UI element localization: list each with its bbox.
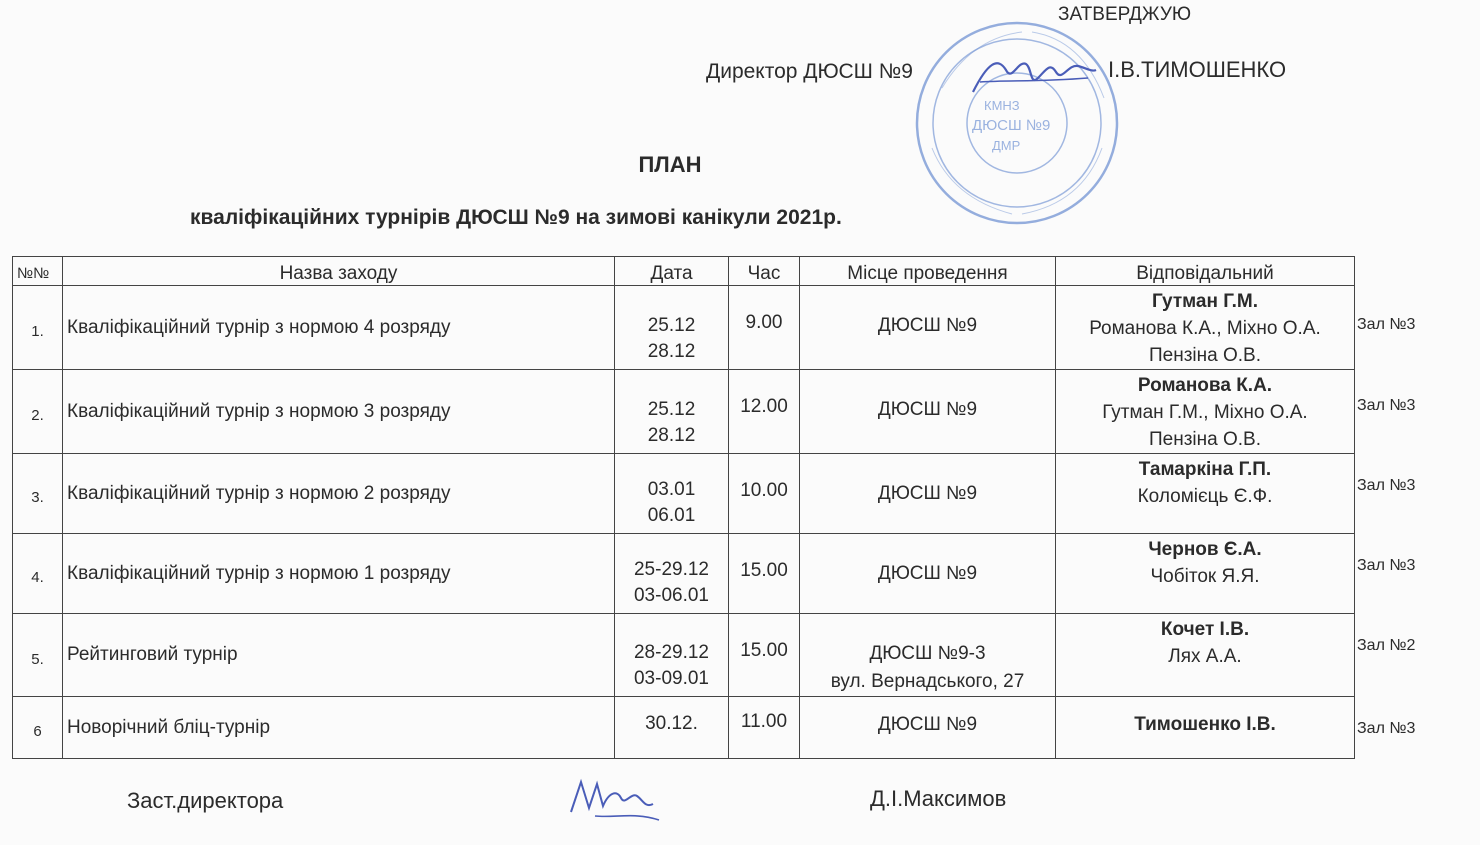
date-start: 03.01 (647, 479, 696, 500)
place-line-1: ДЮСШ №9 (877, 483, 978, 504)
event-date (615, 454, 729, 534)
place-line-1: ДЮСШ №9 (877, 714, 978, 735)
responsible-lead: Кочет І.В. (1160, 619, 1250, 640)
row-number: 5. (13, 614, 63, 697)
event-responsible (1056, 534, 1355, 614)
event-name: Кваліфікаційний турнір з нормою 1 розряду (63, 534, 615, 614)
date-start: 25.12 (647, 315, 696, 336)
event-date (615, 286, 729, 370)
place-line-1: ДЮСШ №9 (877, 563, 978, 584)
date-end: 28.12 (647, 425, 696, 446)
event-place (800, 454, 1056, 534)
place-line-2: вул. Вернадського, 27 (830, 671, 1025, 692)
svg-text:КМНЗ: КМНЗ (984, 98, 1020, 113)
hall-note: Зал №3 (1357, 397, 1416, 414)
row-number: 4. (13, 534, 63, 614)
col-header-date: Дата (615, 257, 729, 286)
plan-table (12, 256, 1355, 759)
col-header-responsible: Відповідальний (1056, 257, 1355, 286)
event-time: 15.00 (729, 614, 800, 697)
event-date (615, 614, 729, 697)
event-time: 15.00 (729, 534, 800, 614)
event-responsible (1056, 454, 1355, 534)
hall-note: Зал №2 (1357, 637, 1416, 654)
place-line-1: ДЮСШ №9 (877, 399, 978, 420)
event-name: Кваліфікаційний турнір з нормою 4 розряду (63, 286, 615, 370)
table-row (13, 286, 1355, 370)
event-place (800, 697, 1056, 759)
svg-text:ДМР: ДМР (992, 138, 1021, 153)
responsible-others-2: Пензіна О.В. (1149, 429, 1261, 450)
event-name: Рейтинговий турнір (63, 614, 615, 697)
page-title: ПЛАН (638, 152, 702, 177)
date-end: 03-09.01 (633, 668, 709, 689)
responsible-others-2: Пензіна О.В. (1149, 345, 1261, 366)
responsible-lead: Тимошенко І.В. (1134, 714, 1276, 735)
svg-text:ДЮСШ №9: ДЮСШ №9 (972, 117, 1051, 134)
official-stamp-icon (912, 18, 1122, 228)
responsible-lead: Чернов Є.А. (1148, 539, 1262, 560)
event-date (615, 534, 729, 614)
event-place (800, 286, 1056, 370)
approve-label: ЗАТВЕРДЖУЮ (1058, 4, 1192, 25)
table-row (13, 454, 1355, 534)
event-name: Кваліфікаційний турнір з нормою 3 розряду (63, 370, 615, 454)
event-responsible (1056, 614, 1355, 697)
col-header-num: №№ (13, 257, 63, 286)
deputy-title: Заст.директора (127, 788, 284, 813)
col-header-place: Місце проведення (800, 257, 1056, 286)
date-start: 25.12 (647, 399, 696, 420)
table-row (13, 534, 1355, 614)
event-date (615, 697, 729, 759)
director-name: І.В.ТИМОШЕНКО (1108, 57, 1287, 82)
col-header-time: Час (729, 257, 800, 286)
row-number: 2. (13, 370, 63, 454)
table-header-row (13, 257, 1355, 286)
event-responsible (1056, 370, 1355, 454)
hall-note: Зал №3 (1357, 557, 1416, 574)
event-time: 10.00 (729, 454, 800, 534)
event-name: Кваліфікаційний турнір з нормою 2 розряду (63, 454, 615, 534)
event-place (800, 370, 1056, 454)
director-signature-icon (968, 52, 1098, 100)
responsible-lead: Романова К.А. (1137, 375, 1273, 396)
date-end: 03-06.01 (633, 585, 709, 606)
date-start: 30.12. (645, 713, 698, 734)
responsible-others-1: Коломієць Є.Ф. (1137, 486, 1273, 507)
row-number: 3. (13, 454, 63, 534)
date-end: 06.01 (647, 505, 696, 526)
hall-note: Зал №3 (1357, 720, 1416, 737)
event-time: 12.00 (729, 370, 800, 454)
col-header-name: Назва заходу (63, 257, 615, 286)
row-number: 6 (13, 697, 63, 759)
responsible-others-1: Романова К.А., Міхно О.А. (1089, 318, 1321, 339)
event-date (615, 370, 729, 454)
table-row (13, 697, 1355, 759)
responsible-lead: Гутман Г.М. (1151, 291, 1259, 312)
event-time: 9.00 (729, 286, 800, 370)
date-start: 25-29.12 (633, 559, 709, 580)
page-subtitle: кваліфікаційних турнірів ДЮСШ №9 на зимові канікули 2021р. (190, 206, 842, 229)
event-time: 11.00 (729, 697, 800, 759)
responsible-others-1: Чобіток Я.Я. (1150, 566, 1260, 587)
row-number: 1. (13, 286, 63, 370)
deputy-name: Д.І.Максимов (870, 786, 1007, 811)
responsible-others-1: Гутман Г.М., Міхно О.А. (1102, 402, 1308, 423)
director-label: Директор ДЮСШ №9 (706, 60, 913, 83)
table-row (13, 614, 1355, 697)
date-end: 28.12 (647, 341, 696, 362)
event-place (800, 614, 1056, 697)
place-line-1: ДЮСШ №9-3 (869, 643, 986, 664)
deputy-signature-icon (565, 772, 665, 826)
responsible-others-1: Лях А.А. (1168, 646, 1242, 667)
date-start: 28-29.12 (633, 642, 709, 663)
event-responsible (1056, 697, 1355, 759)
responsible-lead: Тамаркіна Г.П. (1138, 459, 1272, 480)
place-line-1: ДЮСШ №9 (877, 315, 978, 336)
table-row (13, 370, 1355, 454)
event-place (800, 534, 1056, 614)
event-name: Новорічний бліц-турнір (63, 697, 615, 759)
event-responsible (1056, 286, 1355, 370)
hall-note: Зал №3 (1357, 316, 1416, 333)
hall-note: Зал №3 (1357, 477, 1416, 494)
